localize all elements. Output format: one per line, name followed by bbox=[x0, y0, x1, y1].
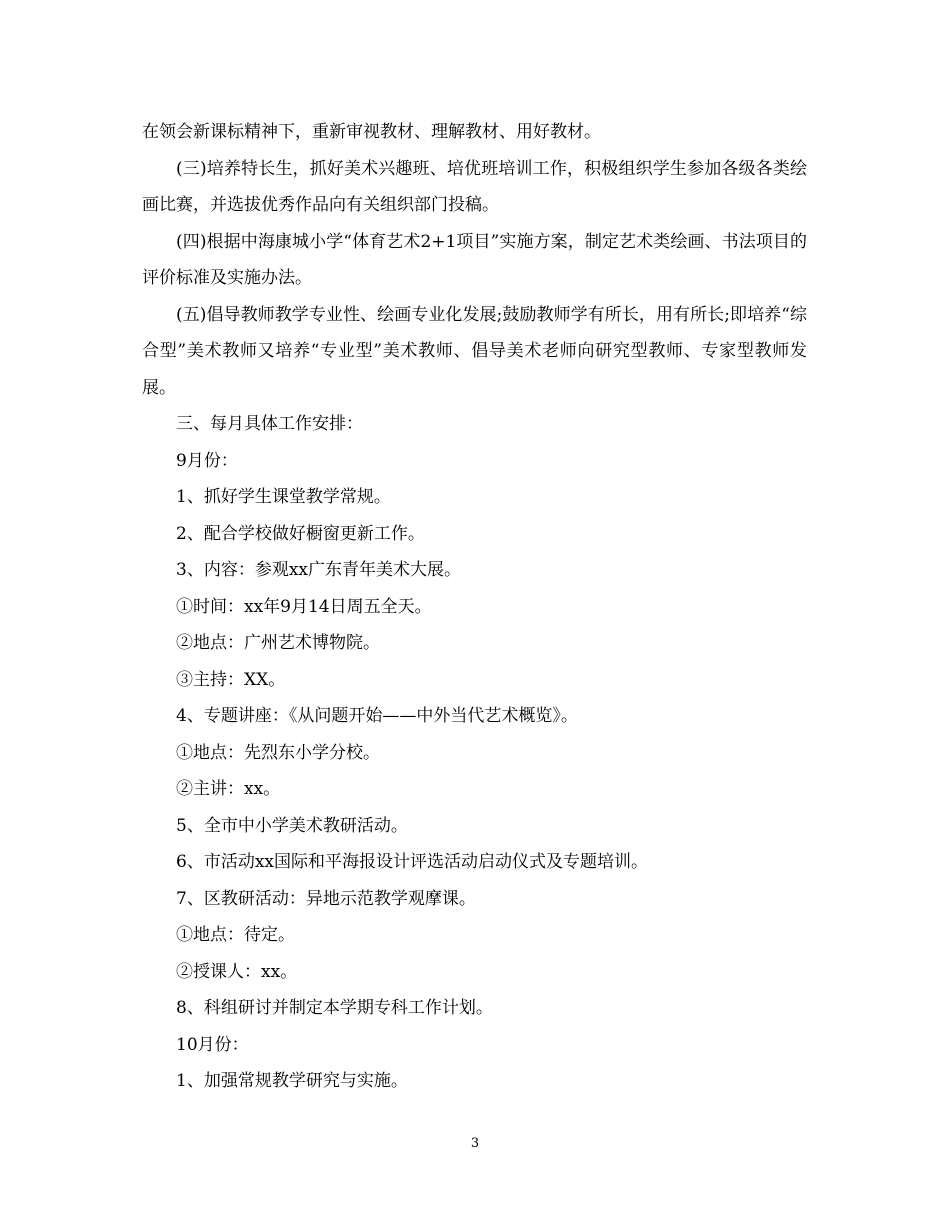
list-item: 8、科组研讨并制定本学期专科工作计划。 bbox=[176, 998, 493, 1018]
list-item: 6、市活动xx国际和平海报设计评选活动启动仪式及专题培训。 bbox=[176, 852, 648, 872]
list-item: 7、区教研活动：异地示范教学观摩课。 bbox=[176, 888, 476, 909]
list-subitem: ②地点：广州艺术博物院。 bbox=[176, 633, 380, 653]
list-subitem: ①时间：xx年9月14日周五全天。 bbox=[176, 596, 432, 617]
section-heading-monthly-plan: 三、每月具体工作安排： bbox=[176, 414, 363, 434]
page-number: 3 bbox=[470, 1136, 480, 1151]
list-item: 2、配合学校做好橱窗更新工作。 bbox=[176, 523, 425, 544]
paragraph-intro-continuation: 在领会新课标精神下，重新审视教材、理解教材、用好教材。 bbox=[142, 122, 601, 142]
month-heading-october: 10月份： bbox=[176, 1034, 249, 1055]
list-item: 3、内容：参观xx广东青年美术大展。 bbox=[176, 560, 461, 580]
list-subitem: ③主持：XX。 bbox=[176, 669, 286, 690]
list-subitem: ①地点：待定。 bbox=[176, 925, 295, 945]
month-heading-september: 9月份： bbox=[176, 450, 238, 471]
list-item: 4、专题讲座：《从问题开始——中外当代艺术概览》。 bbox=[176, 706, 578, 726]
list-subitem: ①地点：先烈东小学分校。 bbox=[176, 742, 380, 763]
document-body bbox=[142, 114, 807, 1100]
paragraph-item-4: (四)根据中海康城小学“体育艺术2+1项目”实施方案，制定艺术类绘画、书法项目的评价标准及实施办法。 bbox=[142, 231, 807, 288]
list-subitem: ②授课人：xx。 bbox=[176, 961, 298, 982]
list-item: 1、加强常规教学研究与实施。 bbox=[176, 1071, 408, 1091]
list-item: 1、抓好学生课堂教学常规。 bbox=[176, 487, 391, 507]
list-subitem: ②主讲：xx。 bbox=[176, 779, 281, 799]
paragraph-item-5: (五)倡导教师教学专业性、绘画专业化发展;鼓励教师学有所长，用有所长;即培养“综合型”美术教师又培养“专业型”美术教师、倡导美术老师向研究型教师、专家型教师发展。 bbox=[142, 304, 807, 398]
paragraph-item-3: (三)培养特长生，抓好美术兴趣班、培优班培训工作，积极组织学生参加各级各类绘画比赛，并选拔优秀作品向有关组织部门投稿。 bbox=[142, 158, 807, 215]
list-item: 5、全市中小学美术教研活动。 bbox=[176, 815, 408, 836]
